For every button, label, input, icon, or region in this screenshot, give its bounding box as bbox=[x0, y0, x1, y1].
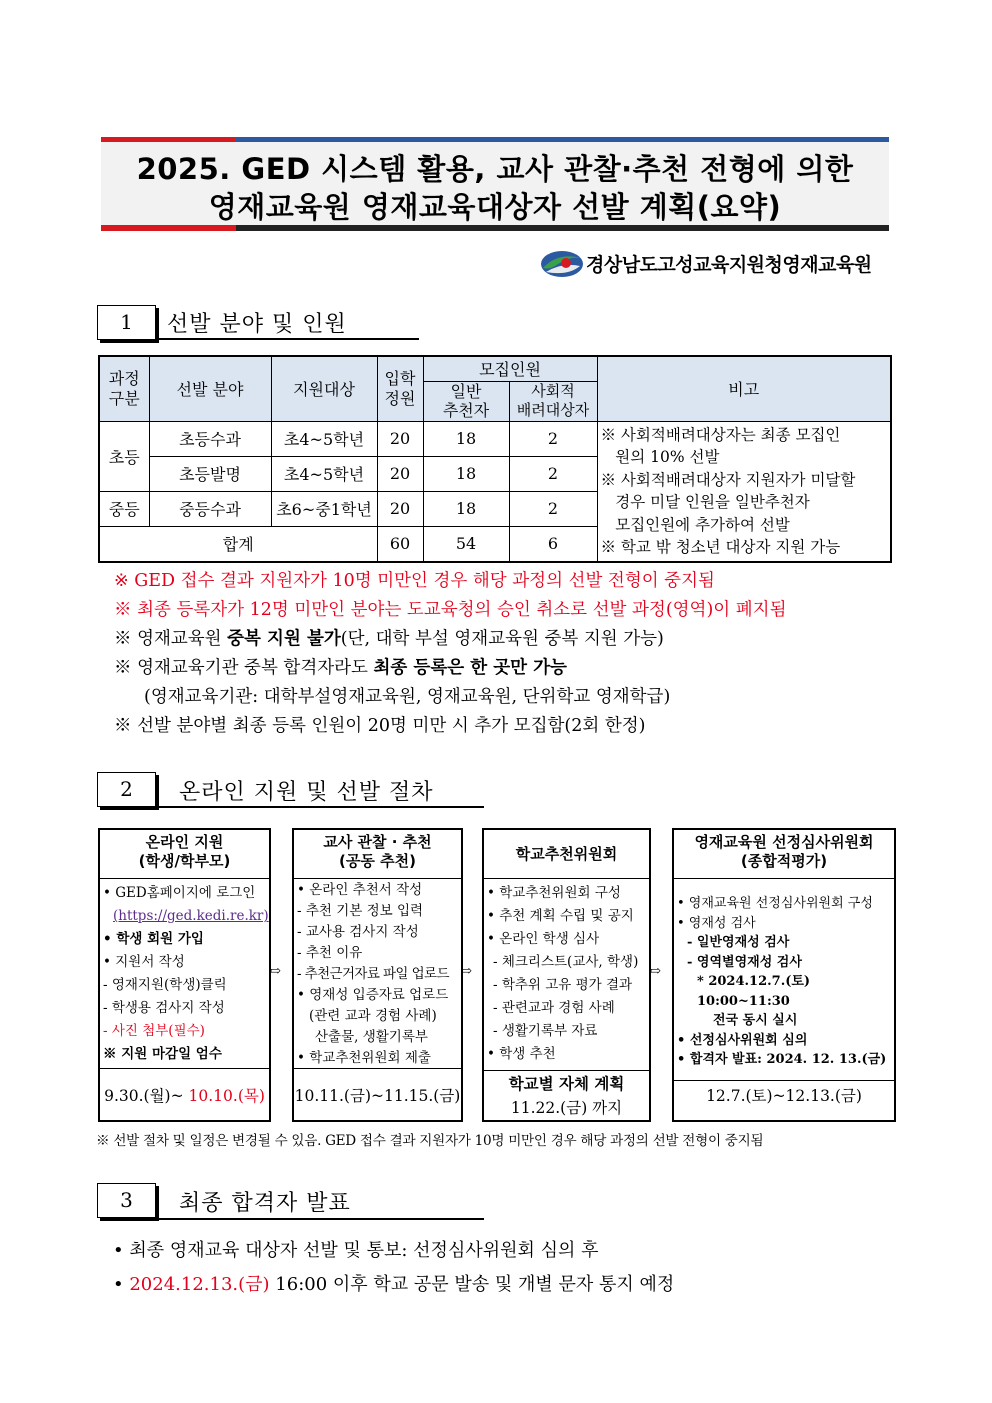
bullet-notification: • 최종 영재교육 대상자 선발 및 통보: 선정심사위원회 심의 후 bbox=[113, 1240, 599, 1261]
cell-quota: 20 bbox=[377, 421, 423, 456]
header-course: 과정 구분 bbox=[99, 356, 149, 421]
note-institutions: (영재교육기관: 대학부설영재교육원, 영재교육원, 단위학교 영재학급) bbox=[144, 687, 671, 707]
flow-item: 전국 동시 실시 bbox=[713, 1013, 798, 1028]
cell-quota: 20 bbox=[377, 456, 423, 491]
flow-item: - 교사용 검사지 작성 bbox=[297, 924, 419, 940]
cell-target: 초4~5학년 bbox=[271, 421, 377, 456]
period-end: 10.10.(목) bbox=[188, 1087, 265, 1105]
flow-item: • 선정심사위원회 심의 bbox=[677, 1032, 808, 1048]
remark-line: 경우 미달 인원을 일반추천자 bbox=[600, 493, 810, 511]
flow-box-period: 12.7.(토)~12.13.(금) bbox=[706, 1087, 862, 1105]
flow-box-body bbox=[674, 880, 894, 1081]
flow-box-title: 교사 관찰 · 추천 bbox=[323, 833, 432, 851]
section-2-underline bbox=[157, 806, 484, 808]
header-social: 사회적 배려대상자 bbox=[509, 381, 597, 421]
flow-item: • 학생 회원 가입 bbox=[103, 931, 204, 947]
flow-box-school-committee bbox=[482, 828, 651, 1122]
organization bbox=[540, 246, 892, 280]
remark-line: ※ 사회적배려대상자 지원자가 미달할 bbox=[600, 470, 856, 489]
remark-line: ※ 사회적배려대상자는 최종 모집인 bbox=[600, 425, 841, 444]
header-target: 지원대상 bbox=[271, 356, 377, 421]
flow-item: • 학교추천위원회 구성 bbox=[487, 885, 621, 901]
section-3-number: 3 bbox=[97, 1183, 156, 1218]
flow-box-subtitle: (학생/학부모) bbox=[138, 852, 231, 870]
flow-item: • 합격자 발표: 2024. 12. 13.(금) bbox=[677, 1052, 887, 1067]
note-text: ※ 영재교육원 bbox=[114, 629, 228, 649]
header-quota: 입학 정원 bbox=[377, 356, 423, 421]
flow-box-head bbox=[294, 830, 461, 879]
flow-box-title: 온라인 지원 bbox=[145, 833, 224, 851]
selection-table bbox=[98, 355, 892, 563]
section-3-title: 최종 합격자 발표 bbox=[179, 1191, 351, 1216]
header-general: 일반 추천자 bbox=[423, 381, 509, 421]
cell-target: 초6~중1학년 bbox=[271, 491, 377, 526]
cell-course: 초등 bbox=[99, 421, 149, 491]
note-duplicate-apply bbox=[114, 625, 786, 654]
flow-item: (관련 교과 경험 사례) bbox=[309, 1008, 437, 1024]
header-remark: 비고 bbox=[597, 356, 891, 421]
remark-line: 모집인원에 추가하여 선발 bbox=[600, 515, 790, 534]
flow-item: - 관련교과 경험 사례 bbox=[493, 1000, 615, 1016]
cell-remarks bbox=[597, 421, 891, 562]
section-1-underline bbox=[157, 338, 419, 340]
section-2-title: 온라인 지원 및 선발 절차 bbox=[179, 780, 434, 805]
flow-item: • 온라인 추천서 작성 bbox=[297, 882, 423, 898]
flow-item: • 지원서 작성 bbox=[103, 954, 185, 970]
remark-line: 원의 10% 선발 bbox=[600, 448, 720, 466]
ged-link[interactable]: (https://ged.kedi.re.kr) bbox=[113, 908, 269, 924]
cell-total-label: 합계 bbox=[99, 526, 377, 561]
flow-item: - 영역별영재성 검사 bbox=[687, 954, 802, 970]
note-emphasis: 중복 지원 불가 bbox=[227, 629, 341, 649]
cell-quota: 20 bbox=[377, 491, 423, 526]
flow-box-title: 학교추천위원회 bbox=[515, 845, 618, 863]
period-deadline: 11.22.(금) 까지 bbox=[510, 1099, 623, 1117]
flow-box-head bbox=[484, 830, 649, 879]
cell-social: 2 bbox=[509, 421, 597, 456]
flow-item: - 사진 첨부(필수) bbox=[103, 1023, 205, 1039]
cell-target: 초4~5학년 bbox=[271, 456, 377, 491]
flow-box-period bbox=[100, 1072, 269, 1120]
cell-social: 2 bbox=[509, 456, 597, 491]
section-2-number: 2 bbox=[97, 772, 156, 807]
flow-box-period: 10.11.(금)~11.15.(금) bbox=[294, 1087, 461, 1105]
flow-arrow-icon: ⇨ bbox=[270, 964, 281, 979]
flow-item: - 학추위 고유 평가 결과 bbox=[493, 977, 633, 993]
flow-box-period bbox=[484, 1072, 649, 1120]
flow-arrow-icon: ⇨ bbox=[461, 964, 472, 979]
note-text: ※ 영재교육기관 중복 합격자라도 bbox=[114, 658, 374, 678]
section-3-bullets bbox=[113, 1234, 674, 1302]
bullet-mark: • bbox=[113, 1274, 130, 1295]
education-office-logo-icon bbox=[540, 248, 584, 280]
note-additional-recruit: ※ 선발 분야별 최종 등록 인원이 20명 미만 시 추가 모집함(2회 한정) bbox=[114, 716, 646, 736]
remark-line: ※ 학교 밖 청소년 대상자 지원 가능 bbox=[600, 538, 841, 556]
flow-item: ※ 지원 마감일 엄수 bbox=[103, 1046, 222, 1062]
flow-item: - 학생용 검사지 작성 bbox=[103, 1000, 225, 1016]
flow-item: - 체크리스트(교사, 학생) bbox=[493, 954, 639, 970]
period-start: 9.30.(월)~ bbox=[104, 1087, 189, 1105]
note-duplicate-register bbox=[114, 654, 786, 683]
flow-item: - 일반영재성 검사 bbox=[687, 935, 790, 950]
title-box bbox=[101, 137, 889, 231]
cell-total-general: 54 bbox=[423, 526, 509, 561]
flow-item: - 추천 이유 bbox=[297, 945, 363, 961]
cell-field: 초등수과 bbox=[149, 421, 271, 456]
flow-box-teacher-recommend bbox=[292, 828, 463, 1122]
flow-item: 산출물, 생활기록부 bbox=[315, 1029, 428, 1045]
header-field: 선발 분야 bbox=[149, 356, 271, 421]
cell-course: 중등 bbox=[99, 491, 149, 526]
flow-arrow-icon: ⇨ bbox=[650, 964, 661, 979]
flow-item: • GED홈페이지에 로그인 bbox=[103, 885, 256, 901]
cell-social: 2 bbox=[509, 491, 597, 526]
flow-item: - 생활기록부 자료 bbox=[493, 1023, 598, 1039]
cell-total-quota: 60 bbox=[377, 526, 423, 561]
cell-field: 초등발명 bbox=[149, 456, 271, 491]
bullet-announcement-date bbox=[113, 1268, 674, 1302]
period-plan: 학교별 자체 계획 bbox=[508, 1074, 625, 1093]
flow-item: • 학교추천위원회 제출 bbox=[297, 1050, 431, 1066]
flow-box-head bbox=[100, 830, 269, 879]
flow-box-subtitle: (종합적평가) bbox=[740, 852, 828, 870]
table-row bbox=[99, 421, 891, 456]
flow-box-body bbox=[100, 880, 269, 1069]
note-registration-abolish: ※ 최종 등록자가 12명 미만인 분야는 도교육청의 승인 취소로 선발 과정(영역)이 폐지됨 bbox=[114, 600, 787, 620]
flow-item: • 학생 추천 bbox=[487, 1046, 556, 1062]
flow-item: • 영재성 입증자료 업로드 bbox=[297, 987, 449, 1003]
section-1-number: 1 bbox=[97, 305, 156, 340]
cell-general: 18 bbox=[423, 421, 509, 456]
note-text: (단, 대학 부설 영재교육원 중복 지원 가능) bbox=[340, 629, 664, 649]
flow-box-title: 영재교육원 선정심사위원회 bbox=[694, 833, 874, 851]
title-line-1: 2025. GED 시스템 활용, 교사 관찰·추천 전형에 의한 bbox=[136, 152, 854, 186]
flow-item: • 온라인 학생 심사 bbox=[487, 931, 600, 947]
note-emphasis: 최종 등록은 한 곳만 가능 bbox=[373, 658, 567, 678]
announcement-date: 2024.12.13.(금) bbox=[129, 1274, 270, 1295]
section-2-note: ※ 선발 절차 및 일정은 변경될 수 있음. GED 접수 결과 지원자가 10명 미만인 경우 해당 과정의 선발 전형이 중지됨 bbox=[96, 1133, 764, 1149]
flow-box-body bbox=[484, 880, 649, 1071]
header-recruit: 모집인원 bbox=[423, 356, 597, 381]
flow-box-selection-committee bbox=[672, 828, 896, 1122]
section-3-underline bbox=[157, 1218, 484, 1220]
flow-item: • 추천 계획 수립 및 공지 bbox=[487, 908, 634, 924]
cell-general: 18 bbox=[423, 491, 509, 526]
flow-box-online-apply bbox=[98, 828, 271, 1122]
flow-box-head bbox=[674, 830, 894, 879]
flow-item: • 영재성 검사 bbox=[677, 915, 756, 931]
cell-total-social: 6 bbox=[509, 526, 597, 561]
note-ged-cancel: ※ GED 접수 결과 지원자가 10명 미만인 경우 해당 과정의 선발 전형이 중지됨 bbox=[114, 571, 715, 591]
flow-item: - 영재지원(학생)클릭 bbox=[103, 977, 227, 993]
bullet-text: 16:00 이후 학교 공문 발송 및 개별 문자 통지 예정 bbox=[269, 1274, 675, 1295]
flow-box-subtitle: (공동 추천) bbox=[339, 852, 416, 870]
flow-item: • 영재교육원 선정심사위원회 구성 bbox=[677, 896, 873, 911]
flow-item: * 2024.12.7.(토) 10:00~11:30 bbox=[697, 974, 811, 1009]
section-1-notes bbox=[114, 567, 786, 741]
flow-box-body bbox=[294, 880, 461, 1069]
flow-item: - 추천 기본 정보 입력 bbox=[297, 903, 424, 919]
flow-item: - 추천근거자료 파일 업로드 bbox=[297, 966, 449, 982]
section-1-title: 선발 분야 및 인원 bbox=[167, 312, 347, 337]
cell-general: 18 bbox=[423, 456, 509, 491]
organization-name: 경상남도고성교육지원청영재교육원 bbox=[586, 254, 872, 276]
cell-field: 중등수과 bbox=[149, 491, 271, 526]
title-line-2: 영재교육원 영재교육대상자 선발 계획(요약) bbox=[208, 190, 782, 224]
